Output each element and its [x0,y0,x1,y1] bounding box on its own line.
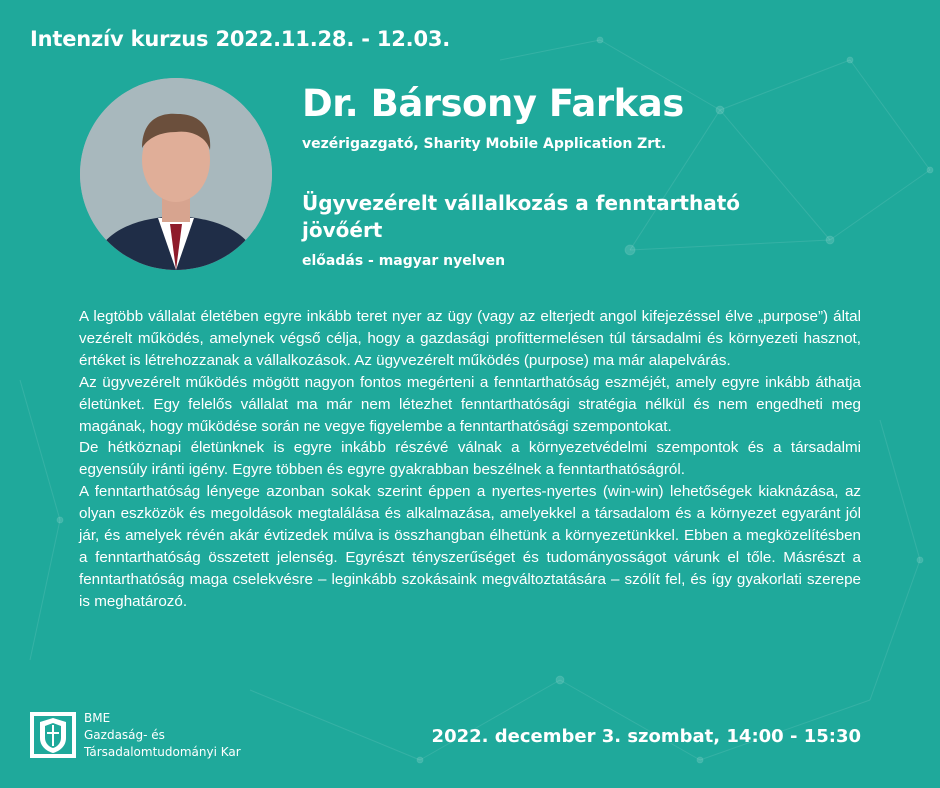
institution-line: Társadalomtudományi Kar [84,745,241,759]
description-paragraph: De hétköznapi életünknek is egyre inkább részévé válnak a környezetvédelmi szempontok és a társadalmi egyensúly iránti igény. Egyre többen és egyre gyakrabban beszélnek a fenntarthatóságról. [79,439,861,479]
institution-name [84,710,241,761]
speaker-role: vezérigazgató, Sharity Mobile Application Zrt. [302,136,667,152]
speaker-name: Dr. Bársony Farkas [302,82,684,125]
institution-line: BME [84,711,111,725]
speaker-photo [80,78,272,270]
talk-description [79,306,861,613]
event-date: 2022. december 3. szombat, 14:00 - 15:30 [431,726,861,747]
description-paragraph: A fenntarthatóság lényege azonban sokak szerint éppen a nyertes-nyertes (win-win) lehetőségek kiaknázása, az olyan eszközök és megoldások megtalálása és alkalmazása, amelyekkel a társadalom és a környezet egyaránt jól jár, és amelyek révén akár évtizedek múlva is összhangban élhetünk a környezetünkkel. Ebben a megközelítésben a fenntarthatóság összetett jelenség. Egyrészt tényszerűséget és tudományosságot várunk el tőle. Másrészt a fenntarthatóság maga cselekvésre – leginkább szokásaink megváltoztatására – szólít fel, és így gyakorlati szerepe is meghatározó. [79,483,861,610]
bme-logo [30,712,76,758]
description-paragraph: A legtöbb vállalat életében egyre inkább teret nyer az ügy (vagy az elterjedt angol kifejezéssel élve „purpose”) által vezérelt működés, amelynek végső célja, hogy a gazdasági profittermelésen túl társadalmi és környezeti hasznot, értéket is létrehozzanak a vállalkozások. Az ügyvezérelt működés (purpose) ma már alapelvárás. [79,308,861,369]
institution-line: Gazdaság- és [84,728,165,742]
talk-title: Ügyvezérelt vállalkozás a fenntartható jövőért [302,191,741,242]
description-paragraph: Az ügyvezérelt működés mögött nagyon fontos megérteni a fenntarthatóság eszméjét, amely egyre inkább áthatja életünket. Egy felelős vállalat ma már nem létezhet fenntarthatósági stratégia nélkül és nem engedheti meg magának, hogy működése során ne vegye figyelembe a fenntarthatósági szempontokat. [79,373,861,435]
talk-subtitle: előadás - magyar nyelven [302,253,506,269]
course-title: Intenzív kurzus 2022.11.28. - 12.03. [30,27,451,51]
